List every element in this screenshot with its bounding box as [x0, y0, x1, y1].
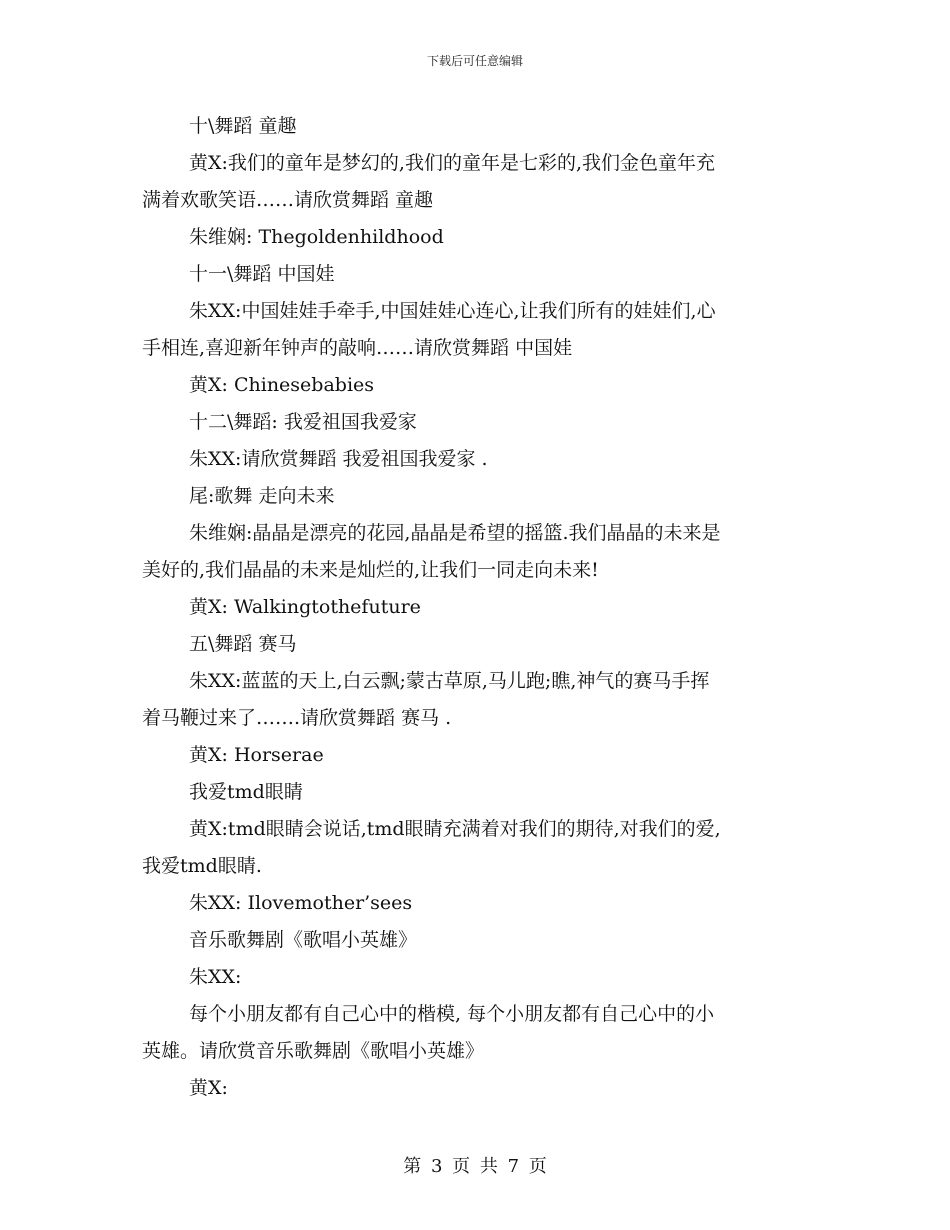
section-heading: 我爱tmd眼睛: [189, 781, 303, 803]
paragraph-line: 朱XX:蓝蓝的天上,白云飘;蒙古草原,马儿跑;瞧,神气的赛马手挥: [189, 670, 710, 692]
paragraph-line: 朱XX:: [189, 966, 242, 988]
paragraph-line: 黄X:我们的童年是梦幻的,我们的童年是七彩的,我们金色童年充: [189, 152, 716, 174]
page-header-note: 下载后可任意编辑: [426, 54, 523, 68]
paragraph-line: 每个小朋友都有自己心中的楷模, 每个小朋友都有自己心中的小: [189, 1003, 715, 1025]
paragraph-line: 着马鞭过来了…….请欣赏舞蹈 赛马 .: [142, 707, 452, 729]
section-heading: 十\舞蹈 童趣: [189, 115, 297, 137]
section-heading: 尾:歌舞 走向未来: [189, 485, 335, 507]
paragraph-line: 朱维娴:晶晶是漂亮的花园,晶晶是希望的摇篮.我们晶晶的未来是: [189, 522, 721, 544]
paragraph-line: 朱XX: Ilovemother’sees: [189, 892, 413, 914]
paragraph-line: 手相连,喜迎新年钟声的敲响……请欣赏舞蹈 中国娃: [142, 337, 573, 359]
paragraph-line: 满着欢歌笑语……请欣赏舞蹈 童趣: [142, 189, 434, 211]
section-heading: 五\舞蹈 赛马: [189, 633, 297, 655]
section-heading: 十二\舞蹈: 我爱祖国我爱家: [189, 411, 417, 433]
page-number-footer: 第 3 页 共 7 页: [403, 1156, 547, 1177]
paragraph-line: 黄X: Horserae: [189, 744, 324, 766]
paragraph-line: 黄X:: [189, 1077, 228, 1099]
paragraph-line: 朱XX:请欣赏舞蹈 我爱祖国我爱家 .: [189, 448, 488, 470]
paragraph-line: 朱XX:中国娃娃手牵手,中国娃娃心连心,让我们所有的娃娃们,心: [189, 300, 716, 322]
document-body: [142, 108, 810, 1107]
paragraph-line: 黄X:tmd眼睛会说话,tmd眼睛充满着对我们的期待,对我们的爱,: [189, 818, 721, 840]
paragraph-line: 美好的,我们晶晶的未来是灿烂的,让我们一同走向未来!: [142, 559, 599, 581]
paragraph-line: 英雄。请欣赏音乐歌舞剧《歌唱小英雄》: [142, 1040, 485, 1062]
paragraph-line: 黄X: Chinesebabies: [189, 374, 375, 396]
paragraph-line: 我爱tmd眼睛.: [142, 855, 262, 877]
section-heading: 音乐歌舞剧《歌唱小英雄》: [189, 929, 418, 951]
section-heading: 十一\舞蹈 中国娃: [189, 263, 335, 285]
paragraph-line: 朱维娴: Thegoldenhildhood: [189, 226, 444, 248]
paragraph-line: 黄X: Walkingtothefuture: [189, 596, 421, 618]
